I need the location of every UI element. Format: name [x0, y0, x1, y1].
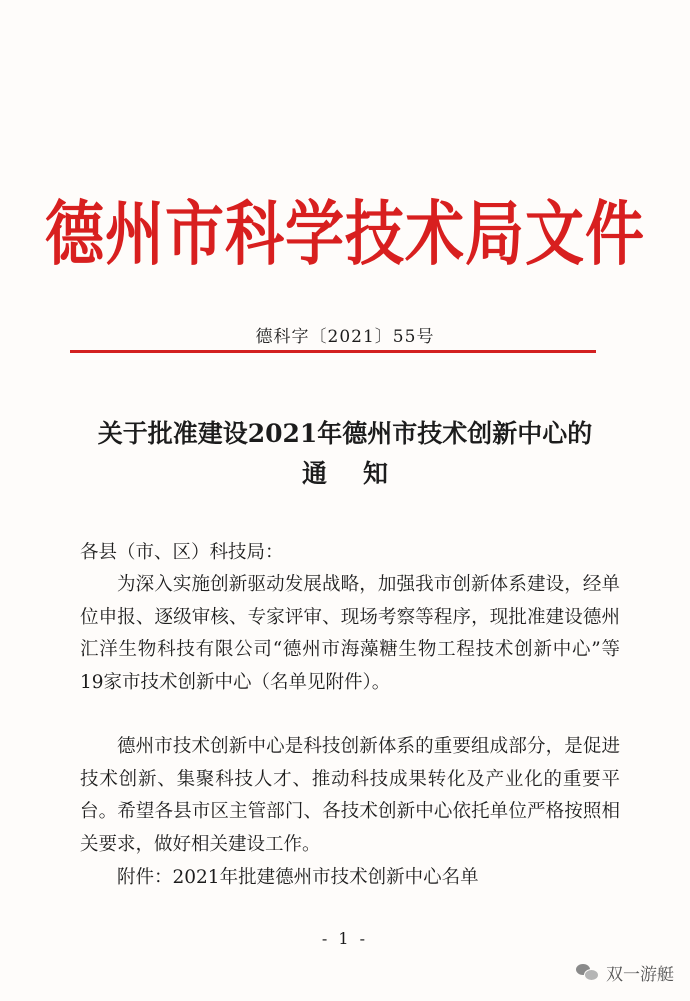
salutation	[80, 537, 620, 570]
watermark	[576, 960, 674, 984]
salutation-text: 各县（市、区）科技局：	[80, 542, 284, 563]
wechat-icon	[576, 963, 598, 981]
attachment-line	[80, 862, 620, 895]
page-number: - 1 -	[321, 929, 369, 948]
paragraph-text: 为深入实施创新驱动发展战略，加强我市创新体系建设，经单位申报、逐级审核、专家评审、现场考察等程序，现批准建设德州汇洋生物科技有限公司“德州市海藻糖生物工程技术创新中心”等19家市技术创新中心（名单见附件）。	[80, 574, 620, 693]
body-paragraph-1	[80, 569, 620, 699]
attachment-text: 附件：2021年批建德州市技术创新中心名单	[117, 867, 479, 888]
paragraph-text: 德州市技术创新中心是科技创新体系的重要组成部分，是促进技术创新、集聚科技人才、推动科技成果转化及产业化的重要平台。希望各县市区主管部门、各技术创新中心依托单位严格按照相关要求，做好相关建设工作。	[80, 736, 620, 855]
red-divider-line	[70, 350, 596, 353]
watermark-text: 双一游艇	[606, 964, 674, 985]
notice-title-line-1: 关于批准建设2021年德州市技术创新中心的	[97, 419, 593, 448]
document-number: 德科字〔2021〕55号	[255, 327, 435, 347]
body-paragraph-2	[80, 731, 620, 861]
notice-title-line-2: 通知	[301, 459, 424, 488]
masthead-title: 德州市科学技术局文件	[44, 193, 645, 275]
